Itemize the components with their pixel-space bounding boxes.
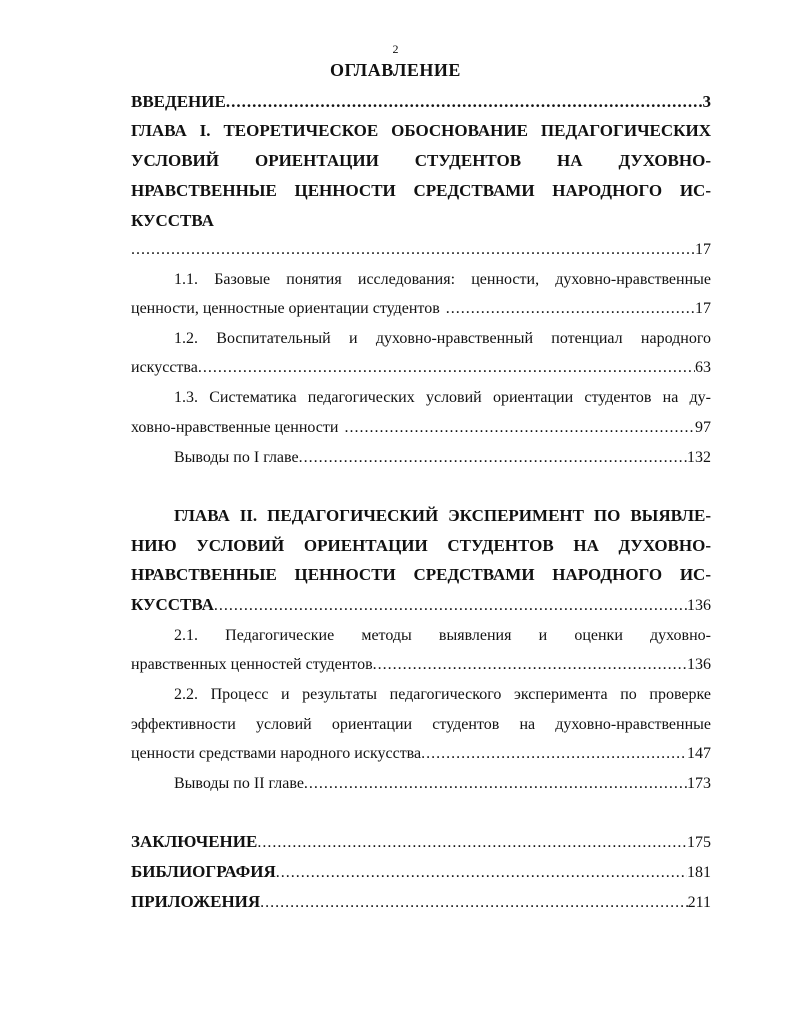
leader-dots: [260, 893, 687, 913]
toc-entry-page: 63: [695, 359, 711, 376]
toc-section-2-2-line-2[interactable]: эффективности условий ориентации студентов на духовно-нравственные: [131, 716, 711, 733]
toc-entry-page: 175: [687, 834, 711, 851]
toc-entry-page: 147: [687, 745, 711, 762]
chapter1-heading-line-3[interactable]: НРАВСТВЕННЫЕ ЦЕННОСТИ СРЕДСТВАМИ НАРОДНОГО ИС-: [131, 181, 711, 200]
toc-entry-page: 17: [695, 300, 711, 317]
leader-dots: [276, 863, 687, 883]
toc-entry-page: 132: [687, 449, 711, 466]
toc-section-2-2-line-1[interactable]: 2.2. Процесс и результаты педагогического эксперимента по проверке: [174, 686, 711, 703]
toc-entry-page: 3: [702, 92, 711, 111]
chapter2-heading-line-1[interactable]: ГЛАВА II. ПЕДАГОГИЧЕСКИЙ ЭКСПЕРИМЕНТ ПО ВЫЯВЛЕ-: [174, 506, 711, 525]
toc-section-1-3-line-1[interactable]: 1.3. Систематика педагогических условий ориентации студентов на ду-: [174, 389, 711, 406]
chapter1-heading-line-4[interactable]: КУССТВА: [131, 211, 214, 230]
leader-dots: [373, 655, 687, 675]
toc-entry-label: нравственных ценностей студентов: [131, 656, 373, 673]
toc-section-2-1-line-1[interactable]: 2.1. Педагогические методы выявления и оценки духовно-: [174, 627, 711, 644]
toc-entry-label: ценности средствами народного искусства: [131, 745, 422, 762]
toc-entry-label: ВВЕДЕНИЕ: [131, 92, 226, 111]
toc-entry-conclusion[interactable]: [131, 832, 711, 853]
toc-entry-chapter1-conclusions[interactable]: [174, 448, 711, 468]
toc-entry-label: Выводы по I главе: [174, 449, 299, 466]
chapter2-heading-line-4: КУССТВА: [131, 595, 214, 614]
chapter1-heading-line-1[interactable]: ГЛАВА I. ТЕОРЕТИЧЕСКОЕ ОБОСНОВАНИЕ ПЕДАГОГИЧЕСКИХ: [131, 121, 711, 140]
chapter2-heading-line-2[interactable]: НИЮ УСЛОВИЙ ОРИЕНТАЦИИ СТУДЕНТОВ НА ДУХОВНО-: [131, 536, 711, 555]
leader-dots: [198, 358, 695, 378]
toc-section-2-1-line-2[interactable]: [131, 655, 711, 675]
page-number: 2: [392, 42, 399, 56]
toc-entry-label: БИБЛИОГРАФИЯ: [131, 862, 276, 881]
toc-entry-page: 136: [687, 656, 711, 673]
toc-section-1-2-line-2[interactable]: [131, 358, 711, 378]
toc-section-1-1-line-2[interactable]: [131, 299, 711, 319]
toc-section-1-2-line-1[interactable]: 1.2. Воспитательный и духовно-нравственный потенциал народного: [174, 330, 711, 347]
leader-dots: [304, 774, 687, 794]
leader-dots: [421, 744, 687, 764]
toc-entry-label: ховно-нравственные ценности: [131, 419, 339, 436]
toc-entry-label: Выводы по II главе: [174, 775, 304, 792]
toc-entry-appendices[interactable]: [131, 892, 711, 913]
toc-entry-label: ПРИЛОЖЕНИЯ: [131, 892, 261, 911]
toc-entry-label: искусства: [131, 359, 198, 376]
toc-section-2-2-line-3[interactable]: [131, 744, 711, 764]
toc-entry-page: 211: [687, 894, 711, 911]
leader-dots: [131, 240, 695, 260]
toc-entry-chapter1-page[interactable]: [131, 240, 711, 260]
chapter2-heading-line-3[interactable]: НРАВСТВЕННЫЕ ЦЕННОСТИ СРЕДСТВАМИ НАРОДНОГО ИС-: [131, 565, 711, 584]
toc-entry-intro[interactable]: [131, 92, 711, 112]
toc-entry-page: 136: [687, 597, 711, 614]
leader-dots: [257, 833, 687, 853]
toc-entry-chapter2-conclusions[interactable]: [174, 774, 711, 794]
page-title: ОГЛАВЛЕНИЕ: [330, 60, 461, 80]
toc-entry-label: ценности, ценностные ориентации студентов: [131, 300, 440, 317]
toc-entry-page: 181: [687, 864, 711, 881]
toc-entry-chapter2-page[interactable]: [131, 595, 711, 616]
leader-dots: [299, 448, 687, 468]
chapter1-heading-line-2[interactable]: УСЛОВИЙ ОРИЕНТАЦИИ СТУДЕНТОВ НА ДУХОВНО-: [131, 151, 711, 170]
toc-section-1-1-line-1[interactable]: 1.1. Базовые понятия исследования: ценности, духовно-нравственные: [174, 271, 711, 288]
leader-dots: [344, 418, 695, 438]
leader-dots: [446, 299, 695, 319]
toc-entry-label: ЗАКЛЮЧЕНИЕ: [131, 832, 258, 851]
toc-entry-page: 97: [695, 419, 711, 436]
toc-entry-bibliography[interactable]: [131, 862, 711, 883]
leader-dots: [214, 596, 687, 616]
leader-dots: [226, 92, 703, 112]
toc-section-1-3-line-2[interactable]: [131, 418, 711, 438]
toc-entry-page: 17: [695, 241, 711, 258]
toc-entry-page: 173: [687, 775, 711, 792]
